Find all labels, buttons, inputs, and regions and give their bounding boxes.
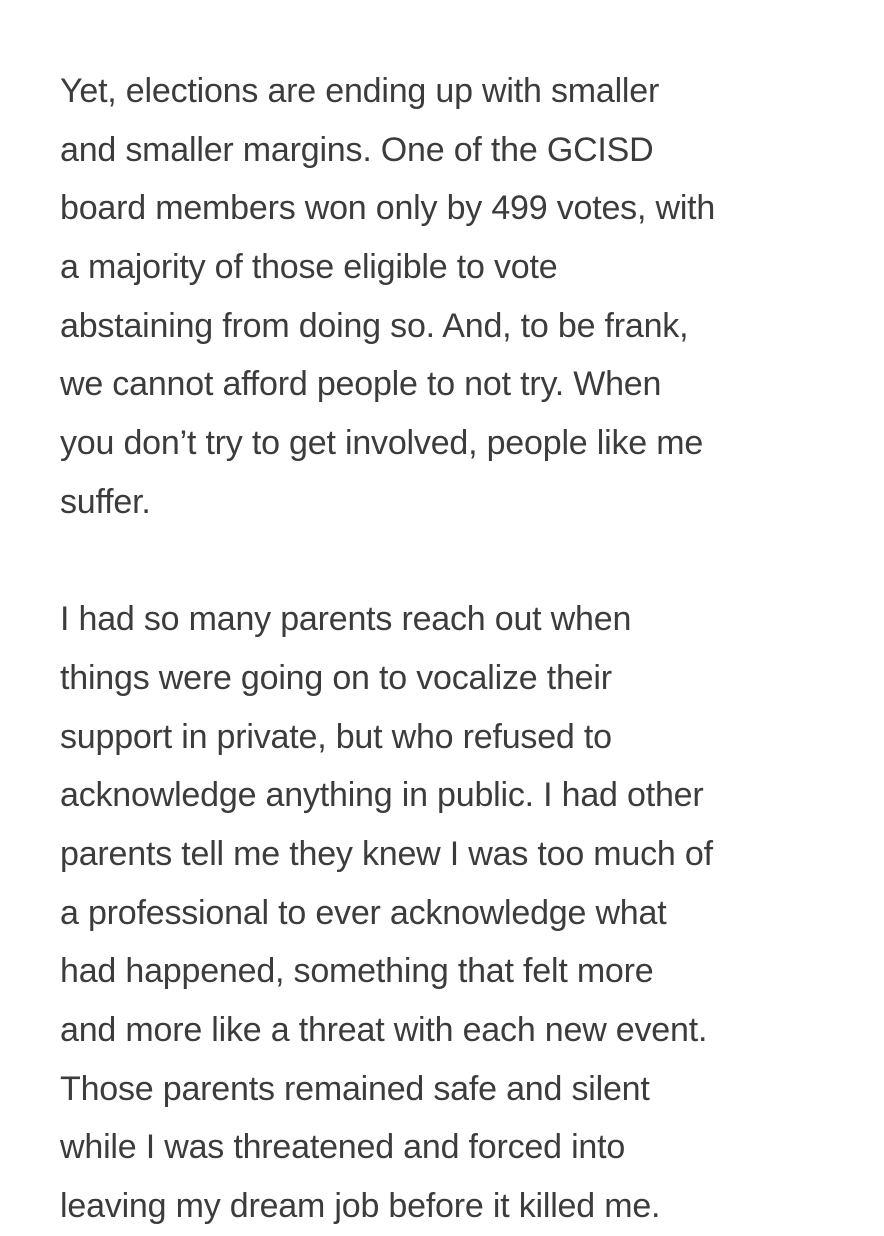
- text-line: acknowledge anything in public. I had other: [60, 776, 704, 815]
- text-line: we cannot afford people to not try. When: [60, 365, 662, 404]
- text-line: Yet, elections are ending up with smaller: [60, 72, 660, 110]
- text-line: support in private, but who refused to: [60, 717, 612, 756]
- text-line: things were going on to vocalize their: [60, 658, 612, 697]
- note-body: [60, 62, 850, 1236]
- text-line: Those parents remained safe and silent: [60, 1069, 650, 1108]
- text-line: and smaller margins. One of the GCISD: [60, 130, 654, 169]
- text-line: a majority of those eligible to vote: [60, 248, 558, 287]
- text-line: parents tell me they knew I was too much of: [60, 834, 713, 873]
- text-line: I had so many parents reach out when: [60, 600, 632, 639]
- paragraph-1: [60, 62, 850, 532]
- text-line: board members won only by 499 votes, with: [60, 189, 716, 228]
- text-line: and more like a threat with each new event.: [60, 1011, 708, 1049]
- text-line: leaving my dream job before it killed me.: [60, 1187, 661, 1226]
- text-line: you don’t try to get involved, people like me: [60, 424, 704, 463]
- paragraph-2: [60, 590, 850, 1236]
- text-line: had happened, something that felt more: [60, 952, 654, 991]
- text-line: while I was threatened and forced into: [60, 1128, 626, 1167]
- text-line: a professional to ever acknowledge what: [60, 893, 667, 932]
- text-line: abstaining from doing so. And, to be frank,: [60, 306, 689, 345]
- text-line: suffer.: [60, 482, 151, 521]
